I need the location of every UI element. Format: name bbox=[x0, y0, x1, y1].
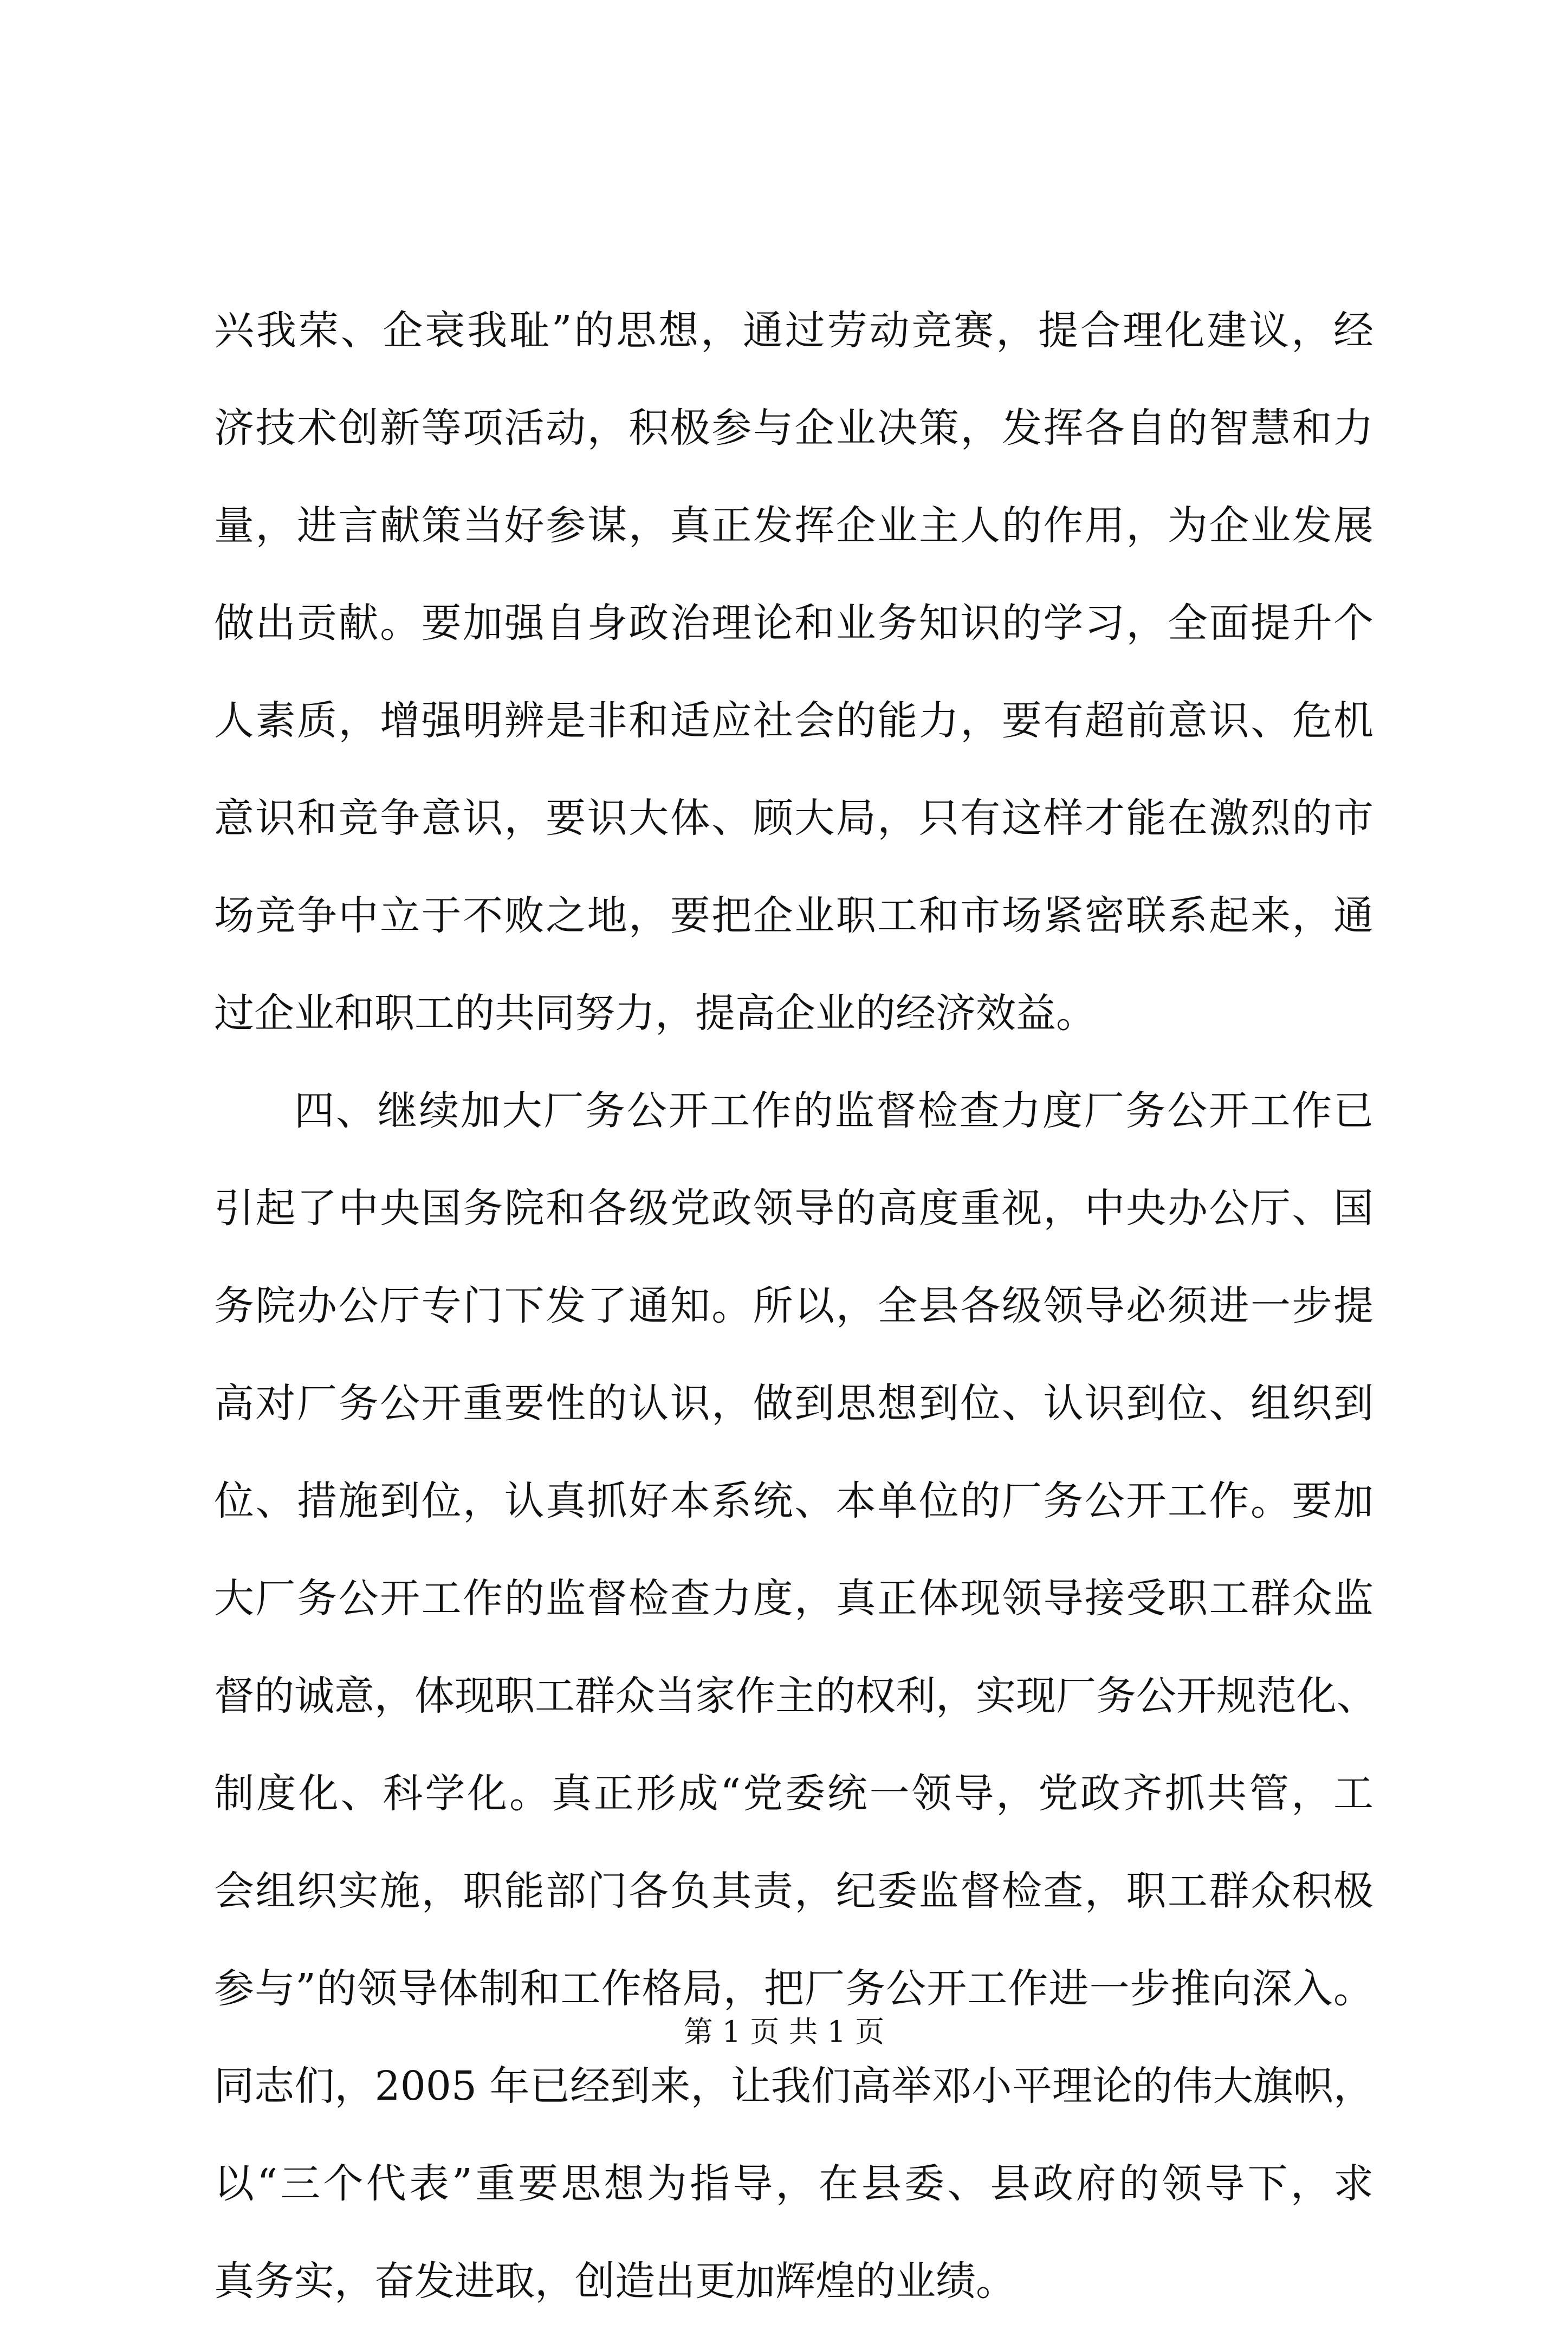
text-line-8: 过企业和职工的共同努力，提高企业的经济效益。 bbox=[214, 990, 1096, 1037]
text-line-19: 同志们，2005 年已经到来，让我们高举邓小平理论的伟大旗帜， bbox=[214, 2063, 1373, 2109]
text-line-18: 参与”的领导体制和工作格局，把厂务公开工作进一步推向深入。 bbox=[214, 1965, 1373, 2012]
text-line-10: 引起了中央国务院和各级党政领导的高度重视，中央办公厅、国 bbox=[214, 1185, 1373, 1232]
text-line-1: 兴我荣、企衰我耻”的思想，通过劳动竞赛，提合理化建议，经 bbox=[214, 307, 1373, 354]
text-line-9: 四、继续加大厂务公开工作的监督检查力度厂务公开工作已 bbox=[294, 1088, 1373, 1134]
text-line-21: 真务实，奋发进取，创造出更加辉煌的业绩。 bbox=[214, 2258, 1016, 2305]
page-number-footer: 第 1 页 共 1 页 bbox=[683, 2015, 885, 2049]
text-line-12: 高对厂务公开重要性的认识，做到思想到位、认识到位、组织到 bbox=[214, 1380, 1373, 1427]
text-line-14: 大厂务公开工作的监督检查力度，真正体现领导接受职工群众监 bbox=[214, 1575, 1373, 1622]
text-line-5: 人素质，增强明辨是非和适应社会的能力，要有超前意识、危机 bbox=[214, 697, 1373, 744]
text-line-13: 位、措施到位，认真抓好本系统、本单位的厂务公开工作。要加 bbox=[214, 1478, 1373, 1524]
text-line-15: 督的诚意，体现职工群众当家作主的权利，实现厂务公开规范化、 bbox=[214, 1673, 1377, 1719]
text-line-6: 意识和竞争意识，要识大体、顾大局，只有这样才能在激烈的市 bbox=[214, 795, 1373, 842]
text-line-2: 济技术创新等项活动，积极参与企业决策，发挥各自的智慧和力 bbox=[214, 405, 1373, 451]
text-line-17: 会组织实施，职能部门各负其责，纪委监督检查，职工群众积极 bbox=[214, 1868, 1373, 1914]
text-line-4: 做出贡献。要加强自身政治理论和业务知识的学习，全面提升个 bbox=[214, 600, 1373, 646]
text-line-3: 量，进言献策当好参谋，真正发挥企业主人的作用，为企业发展 bbox=[214, 502, 1373, 549]
text-line-11: 务院办公厅专门下发了通知。所以，全县各级领导必须进一步提 bbox=[214, 1283, 1373, 1329]
text-line-7: 场竞争中立于不败之地，要把企业职工和市场紧密联系起来，通 bbox=[214, 892, 1373, 939]
text-line-16: 制度化、科学化。真正形成“党委统一领导，党政齐抓共管，工 bbox=[214, 1770, 1373, 1817]
text-line-20: 以“三个代表”重要思想为指导，在县委、县政府的领导下，求 bbox=[214, 2160, 1373, 2207]
